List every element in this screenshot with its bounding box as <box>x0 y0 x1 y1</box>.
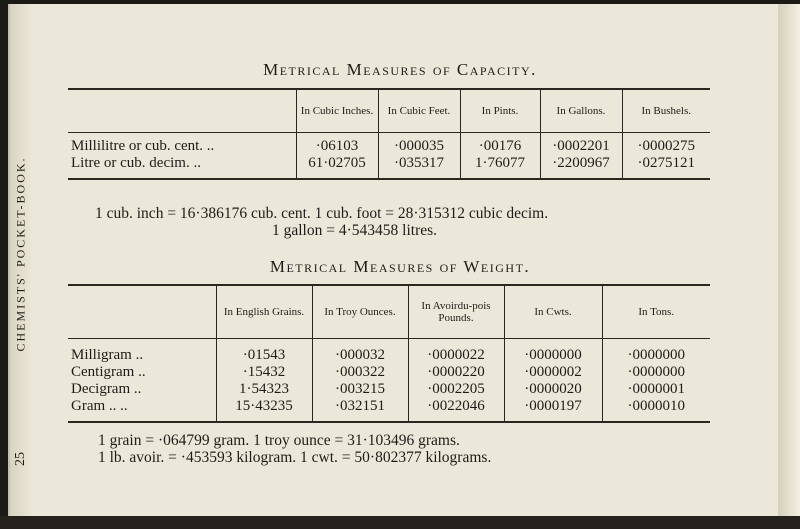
value: ·0000020 <box>524 381 582 397</box>
value: ·0000000 <box>627 347 685 363</box>
value: ·000035 <box>394 138 444 154</box>
weight-note: 1 lb. avoir. = ·453593 kilogram. 1 cwt. = 50·802377 kilograms. <box>98 449 492 466</box>
value: ·0000010 <box>627 398 685 414</box>
row-label: Gram .. .. <box>71 398 128 414</box>
value: ·0275121 <box>637 155 695 171</box>
row-label: Millilitre or cub. cent. .. <box>71 138 215 154</box>
header-cell: In Cubic Feet. <box>378 89 460 133</box>
table-header-row <box>68 89 710 133</box>
value: ·06103 <box>315 138 359 154</box>
page-number: 25 <box>13 452 28 466</box>
value: 1·54323 <box>239 381 289 397</box>
value: ·0022046 <box>427 398 485 414</box>
value: ·0000001 <box>627 381 685 397</box>
header-cell: In Cubic Inches. <box>296 89 378 133</box>
value-cell <box>378 133 460 180</box>
value: ·0000022 <box>427 347 485 363</box>
weight-note: 1 grain = ·064799 gram. 1 troy ounce = 31·103496 grams. <box>98 432 460 449</box>
value: ·0000197 <box>524 398 582 414</box>
header-cell: In Bushels. <box>622 89 710 133</box>
value: ·0000275 <box>637 138 695 154</box>
row-label: Litre or cub. decim. .. <box>71 155 201 171</box>
table-row <box>68 133 710 180</box>
value: ·01543 <box>242 347 286 363</box>
row-label: Decigram .. <box>71 381 142 397</box>
value: ·0000000 <box>524 347 582 363</box>
value: 1·76077 <box>475 155 525 171</box>
page-bottom-shadow <box>0 516 800 529</box>
header-cell: In Cwts. <box>504 285 602 339</box>
weight-table <box>68 284 710 423</box>
row-label: Centigram .. <box>71 364 146 380</box>
header-cell: In Troy Ounces. <box>312 285 408 339</box>
row-label: Milligram .. <box>71 347 144 363</box>
table-header-row <box>68 285 710 339</box>
value: ·000032 <box>335 347 385 363</box>
value: ·035317 <box>394 155 444 171</box>
running-title: CHEMISTS' POCKET-BOOK. <box>13 156 28 352</box>
value-cell <box>622 133 710 180</box>
value-cell <box>312 339 408 423</box>
table-row <box>68 339 710 423</box>
capacity-table <box>68 88 710 180</box>
header-cell <box>68 285 216 339</box>
value-cell <box>296 133 378 180</box>
capacity-note: 1 cub. inch = 16·386176 cub. cent. 1 cub. foot = 28·315312 cubic decim. <box>95 205 549 222</box>
value: ·000322 <box>335 364 385 380</box>
value-cell <box>602 339 710 423</box>
header-cell <box>68 89 296 133</box>
value: 15·43235 <box>235 398 293 414</box>
value: ·0002201 <box>552 138 610 154</box>
capacity-note: 1 gallon = 4·543458 litres. <box>272 222 438 239</box>
capacity-heading: Metrical Measures of Capacity. <box>263 60 537 79</box>
value-cell <box>408 339 504 423</box>
value: 61·02705 <box>308 155 366 171</box>
value: ·2200967 <box>552 155 610 171</box>
value: ·0000000 <box>627 364 685 380</box>
value: ·0000220 <box>427 364 485 380</box>
row-labels <box>68 339 216 423</box>
header-cell: In Pints. <box>460 89 540 133</box>
header-cell: In English Grains. <box>216 285 312 339</box>
value: ·00176 <box>478 138 522 154</box>
value: ·003215 <box>335 381 385 397</box>
row-labels <box>68 133 296 180</box>
value: ·0002205 <box>427 381 485 397</box>
value-cell <box>540 133 622 180</box>
header-cell: In Gallons. <box>540 89 622 133</box>
value: ·032151 <box>335 398 385 414</box>
value-cell <box>504 339 602 423</box>
value: ·15432 <box>242 364 286 380</box>
header-cell: In Avoirdu-pois Pounds. <box>408 285 504 339</box>
value: ·0000002 <box>524 364 582 380</box>
weight-heading: Metrical Measures of Weight. <box>269 257 531 276</box>
value-cell <box>460 133 540 180</box>
header-cell: In Tons. <box>602 285 710 339</box>
value-cell <box>216 339 312 423</box>
